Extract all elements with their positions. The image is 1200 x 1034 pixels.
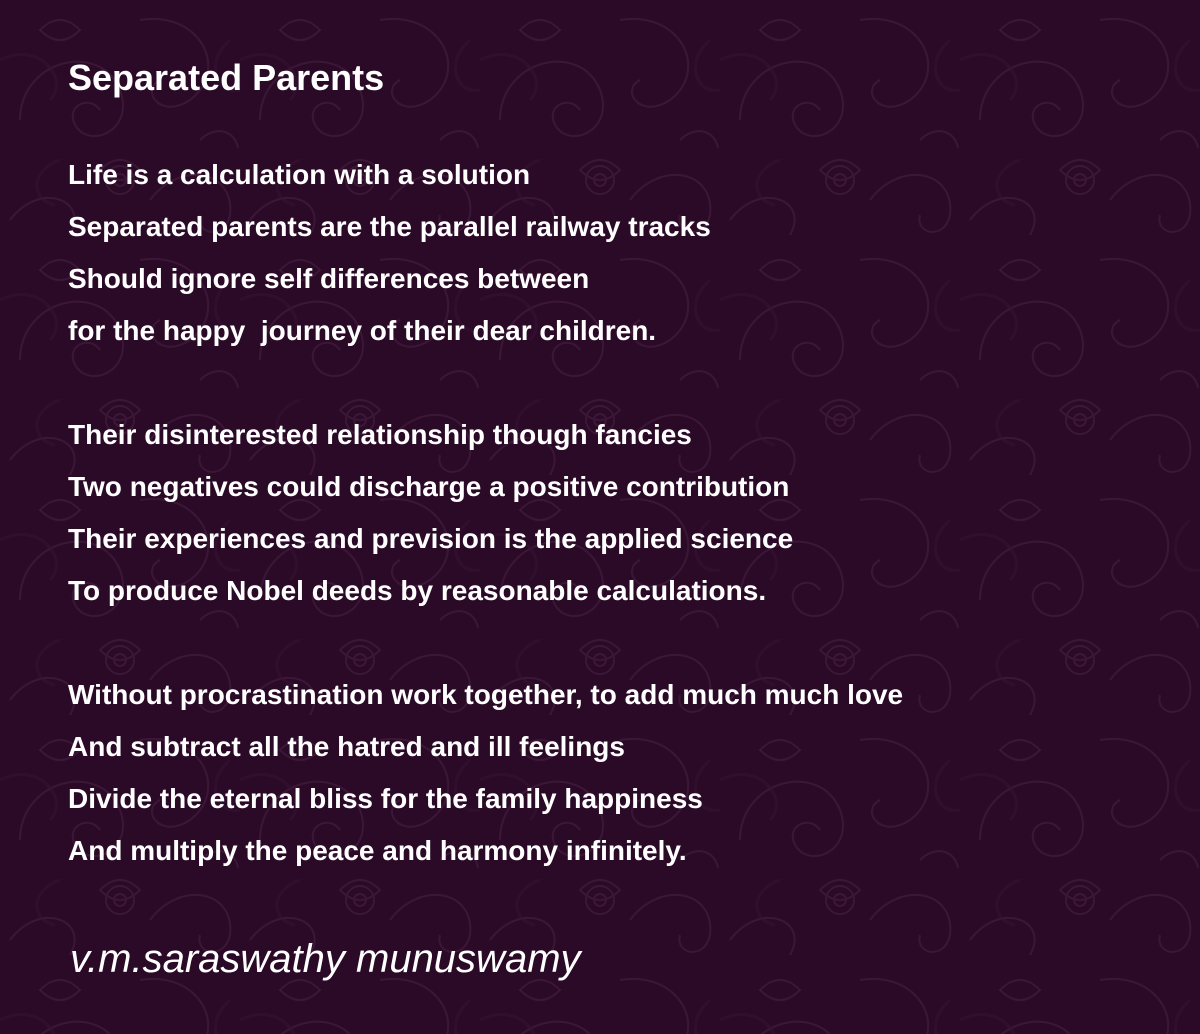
poem-line: And multiply the peace and harmony infinitely. bbox=[68, 835, 687, 866]
poem-line: Two negatives could discharge a positive contribution bbox=[68, 471, 790, 502]
stanza-3 bbox=[68, 669, 903, 877]
poem-line: Should ignore self differences between bbox=[68, 263, 590, 294]
poem-author: v.m.saraswathy munuswamy bbox=[70, 937, 581, 981]
poem-line: Their disinterested relationship though fancies bbox=[68, 419, 692, 450]
poem-line: To produce Nobel deeds by reasonable calculations. bbox=[68, 575, 767, 606]
stanza-1 bbox=[68, 149, 711, 357]
poem-line: Divide the eternal bliss for the family happiness bbox=[68, 783, 703, 814]
poem-line: for the happy journey of their dear children. bbox=[68, 315, 657, 346]
poem-line: Without procrastination work together, to add much much love bbox=[68, 679, 904, 710]
poem-title: Separated Parents bbox=[68, 57, 385, 98]
stanza-2 bbox=[68, 409, 793, 617]
poem-line: Life is a calculation with a solution bbox=[68, 159, 531, 190]
poem-line: Their experiences and prevision is the applied science bbox=[68, 523, 794, 554]
poem-line: And subtract all the hatred and ill feelings bbox=[68, 731, 625, 762]
poem-line: Separated parents are the parallel railway tracks bbox=[68, 211, 711, 242]
